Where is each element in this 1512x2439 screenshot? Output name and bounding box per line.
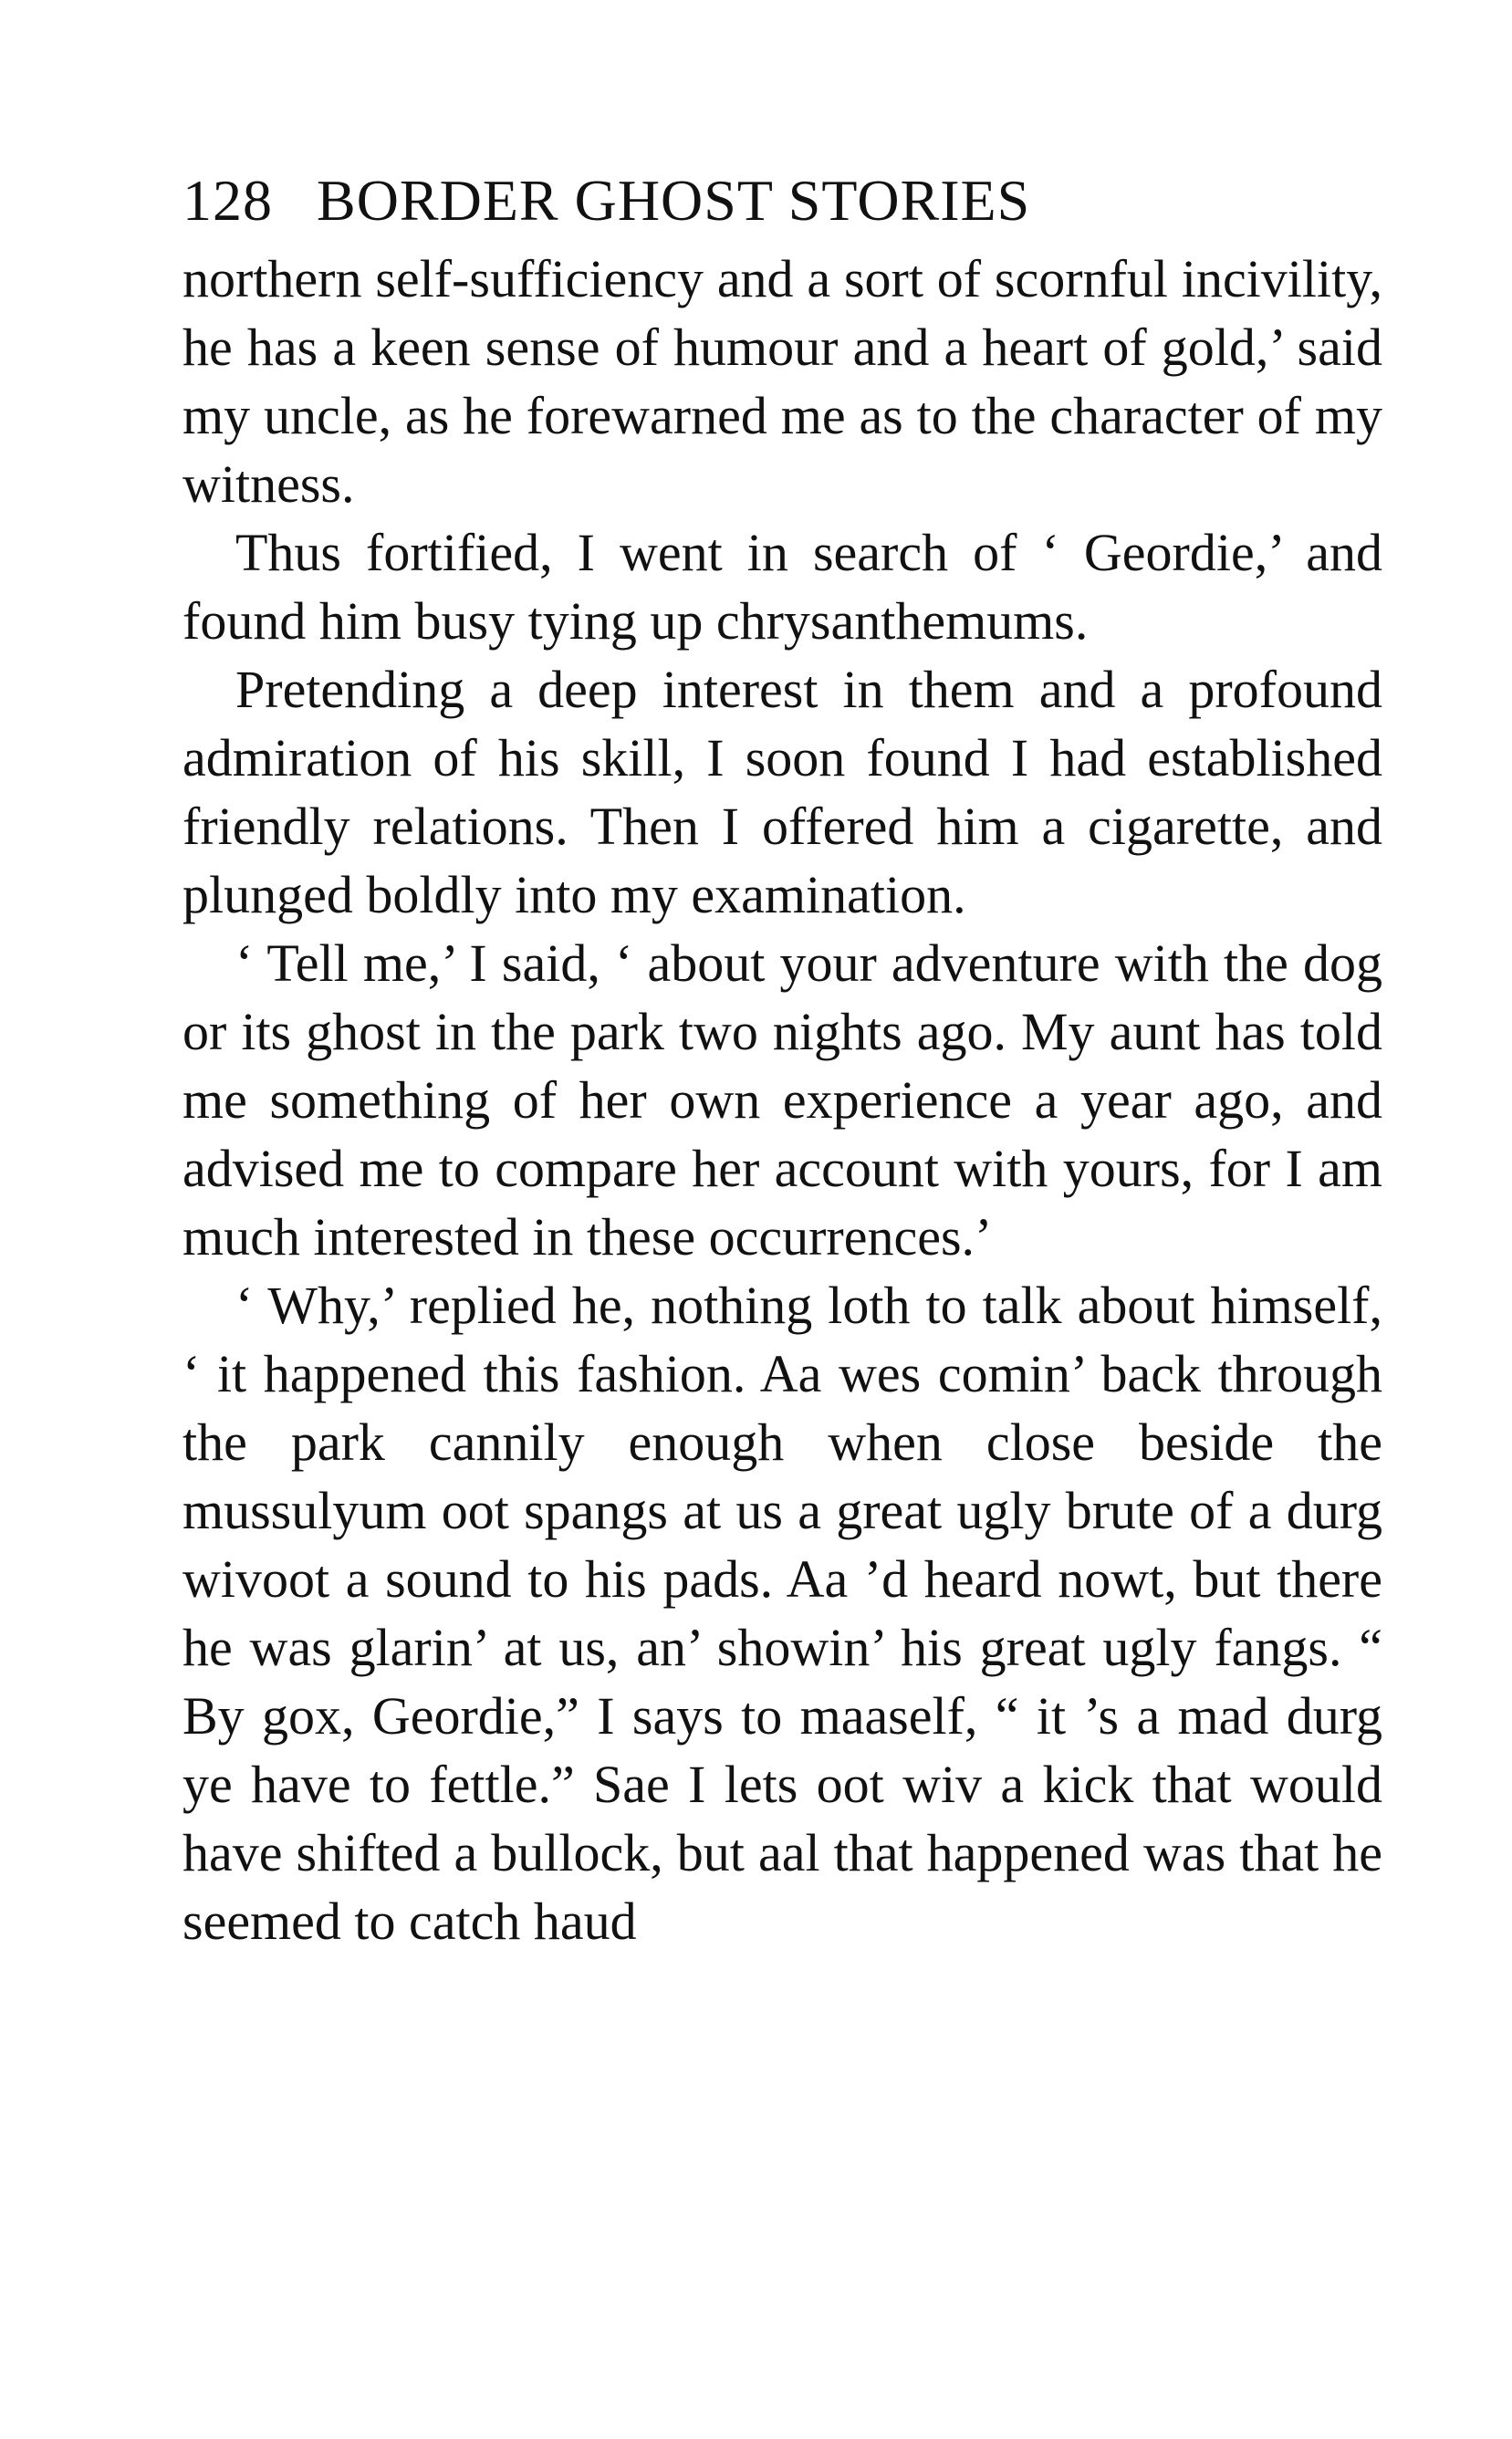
paragraph-continuation: northern self-sufficiency and a sort of scornful incivility, he has a keen sense of humour and a heart of gold,’ said my uncle, as he forewarned me as to the character of my witness. xyxy=(182,249,1382,514)
body-text xyxy=(182,245,1382,1955)
paragraph: Pretending a deep interest in them and a profound admiration of his skill, I soon found I had established friendly relations. Then I offered him a cigarette, and plunged boldly into my examination. xyxy=(182,660,1382,924)
running-title: BORDER GHOST STORIES xyxy=(317,168,1031,233)
paragraph: Thus fortified, I went in search of ‘ Geordie,’ and found him busy tying up chrysanthemums. xyxy=(182,523,1382,651)
page-number: 128 xyxy=(182,168,273,233)
paragraph: ‘ Tell me,’ I said, ‘ about your adventure with the dog or its ghost in the park two nights ago. My aunt has told me something of her own experience a year ago, and advised me to compare her account with yours, for I am much interested in these occurrences.’ xyxy=(182,933,1382,1266)
running-header xyxy=(182,164,1382,237)
paragraph: ‘ Why,’ replied he, nothing loth to talk about himself, ‘ it happened this fashion. Aa wes comin’ back through the park cannily enough when close beside the mussulyum oot spangs at us a great ugly brute of a durg wivoot a sound to his pads. Aa ’d heard nowt, but there he was glarin’ at us, an’ showin’ his great ugly fangs. “ By gox, Geordie,” I says to maaself, “ it ’s a mad durg ye have to fettle.” Sae I lets oot wiv a kick that would have shifted a bullock, but aal that happened was that he seemed to catch haud xyxy=(182,1276,1382,1951)
book-page xyxy=(182,164,1382,1955)
